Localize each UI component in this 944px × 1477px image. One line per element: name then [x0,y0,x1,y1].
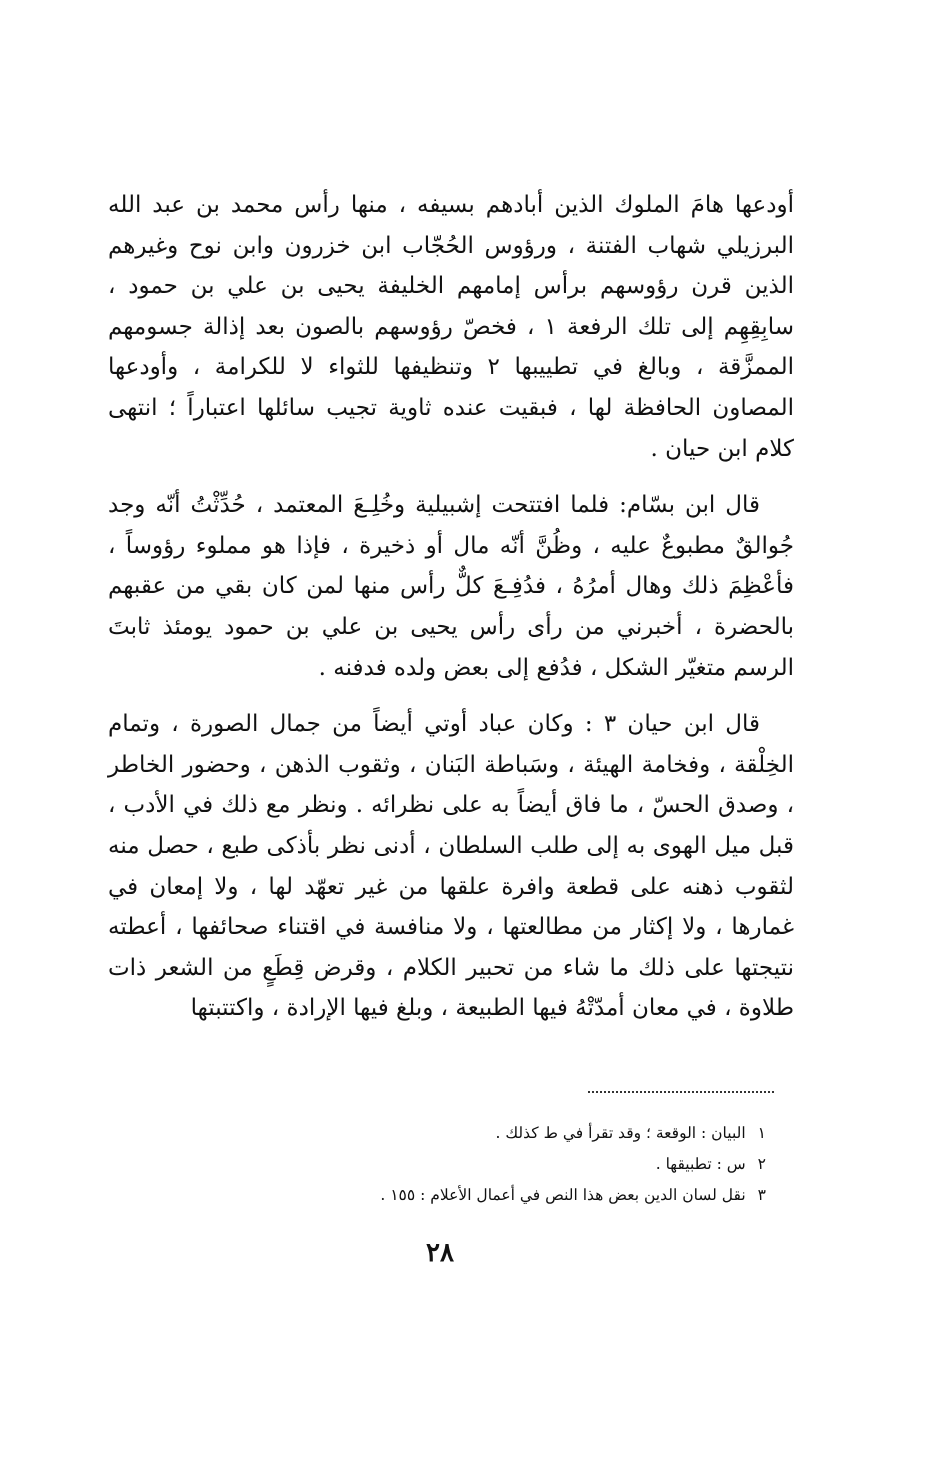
footnote-1 [250,1118,766,1149]
footnote-2 [250,1149,766,1180]
footnote-text: نقل لسان الدين بعض هذا النص في أعمال الأعلام : ١٥٥ . [380,1186,746,1204]
paragraph-2: قال ابن بسّام: فلما افتتحت إشبيلية وخُلِـعَ المعتمد ، حُدِّثْتُ أنّه وجد جُوالقٌ مطبوعٌ عليه ، وظُنَّ أنّه مال أو ذخيرة ، فإذا هو مملوء رؤوساً ، فأعْظِمَ ذلك وهال أمرُهُ ، فدُفِـعَ كلٌّ رأس منها لمن كان بقي من عقبهم بالحضرة ، أخبرني من رأى رأس يحيى بن علي بن حمود يومئذ ثابتَ الرسم متغيّر الشكل ، فدُفع إلى بعض ولده فدفنه . [108,492,794,681]
footnote-3 [250,1180,766,1211]
footnote-number: ٢ [757,1155,766,1173]
page-number: ٢٨ [426,1238,454,1268]
footnote-divider [588,1091,774,1093]
footnotes [250,1118,766,1211]
main-text [108,185,794,1029]
footnote-text: س : تطبيقها . [655,1155,746,1173]
paragraph-1: أودعها هامَ الملوك الذين أبادهم بسيفه ، منها رأس محمد بن عبد الله البرزيلي شهاب الفتنة ، ورؤوس الحُجّاب ابن خزرون وابن نوح وغيرهم الذين قرن رؤوسهم برأس إمامهم الخليفة يحيى بن علي بن حمود ، سابِقِهِم إلى تلك الرفعة ١ ، فخصّ رؤوسهم بالصون بعد إذالة جسومهم الممزَّقة ، وبالغ في تطييبها ٢ وتنظيفها للثواء لا للكرامة ، وأودعها المصاون الحافظة لها ، فبقيت عنده ثاوية تجيب سائلها اعتباراً ؛ انتهى كلام ابن حيان . [108,192,794,462]
footnote-text: البيان : الوقعة ؛ وقد تقرأ في ط كذلك . [495,1124,746,1142]
paragraph-3: قال ابن حيان ٣ : وكان عباد أوتي أيضاً من جمال الصورة ، وتمام الخِلْقة ، وفخامة الهيئة ، وسَباطة البَنان ، وثقوب الذهن ، وحضور الخاطر ، وصدق الحسّ ، ما فاق أيضاً به على نظرائه . ونظر مع ذلك في الأدب ، قبل ميل الهوى به إلى طلب السلطان ، أدنى نظر بأذكى طبع ، حصل منه لثقوب ذهنه على قطعة وافرة علقها من غير تعهّد لها ، ولا إمعان في غمارها ، ولا إكثار من مطالعتها ، ولا منافسة في اقتناء صحائفها ، أعطته نتيجتها على ذلك ما شاء من تحبير الكلام ، وقرض قِطَعٍ من الشعر ذات طلاوة ، في معان أمدّتْهُ فيها الطبيعة ، وبلغ فيها الإرادة ، واكتتبتها [108,711,794,1022]
footnote-number: ٣ [757,1186,766,1204]
footnote-number: ١ [757,1124,766,1142]
